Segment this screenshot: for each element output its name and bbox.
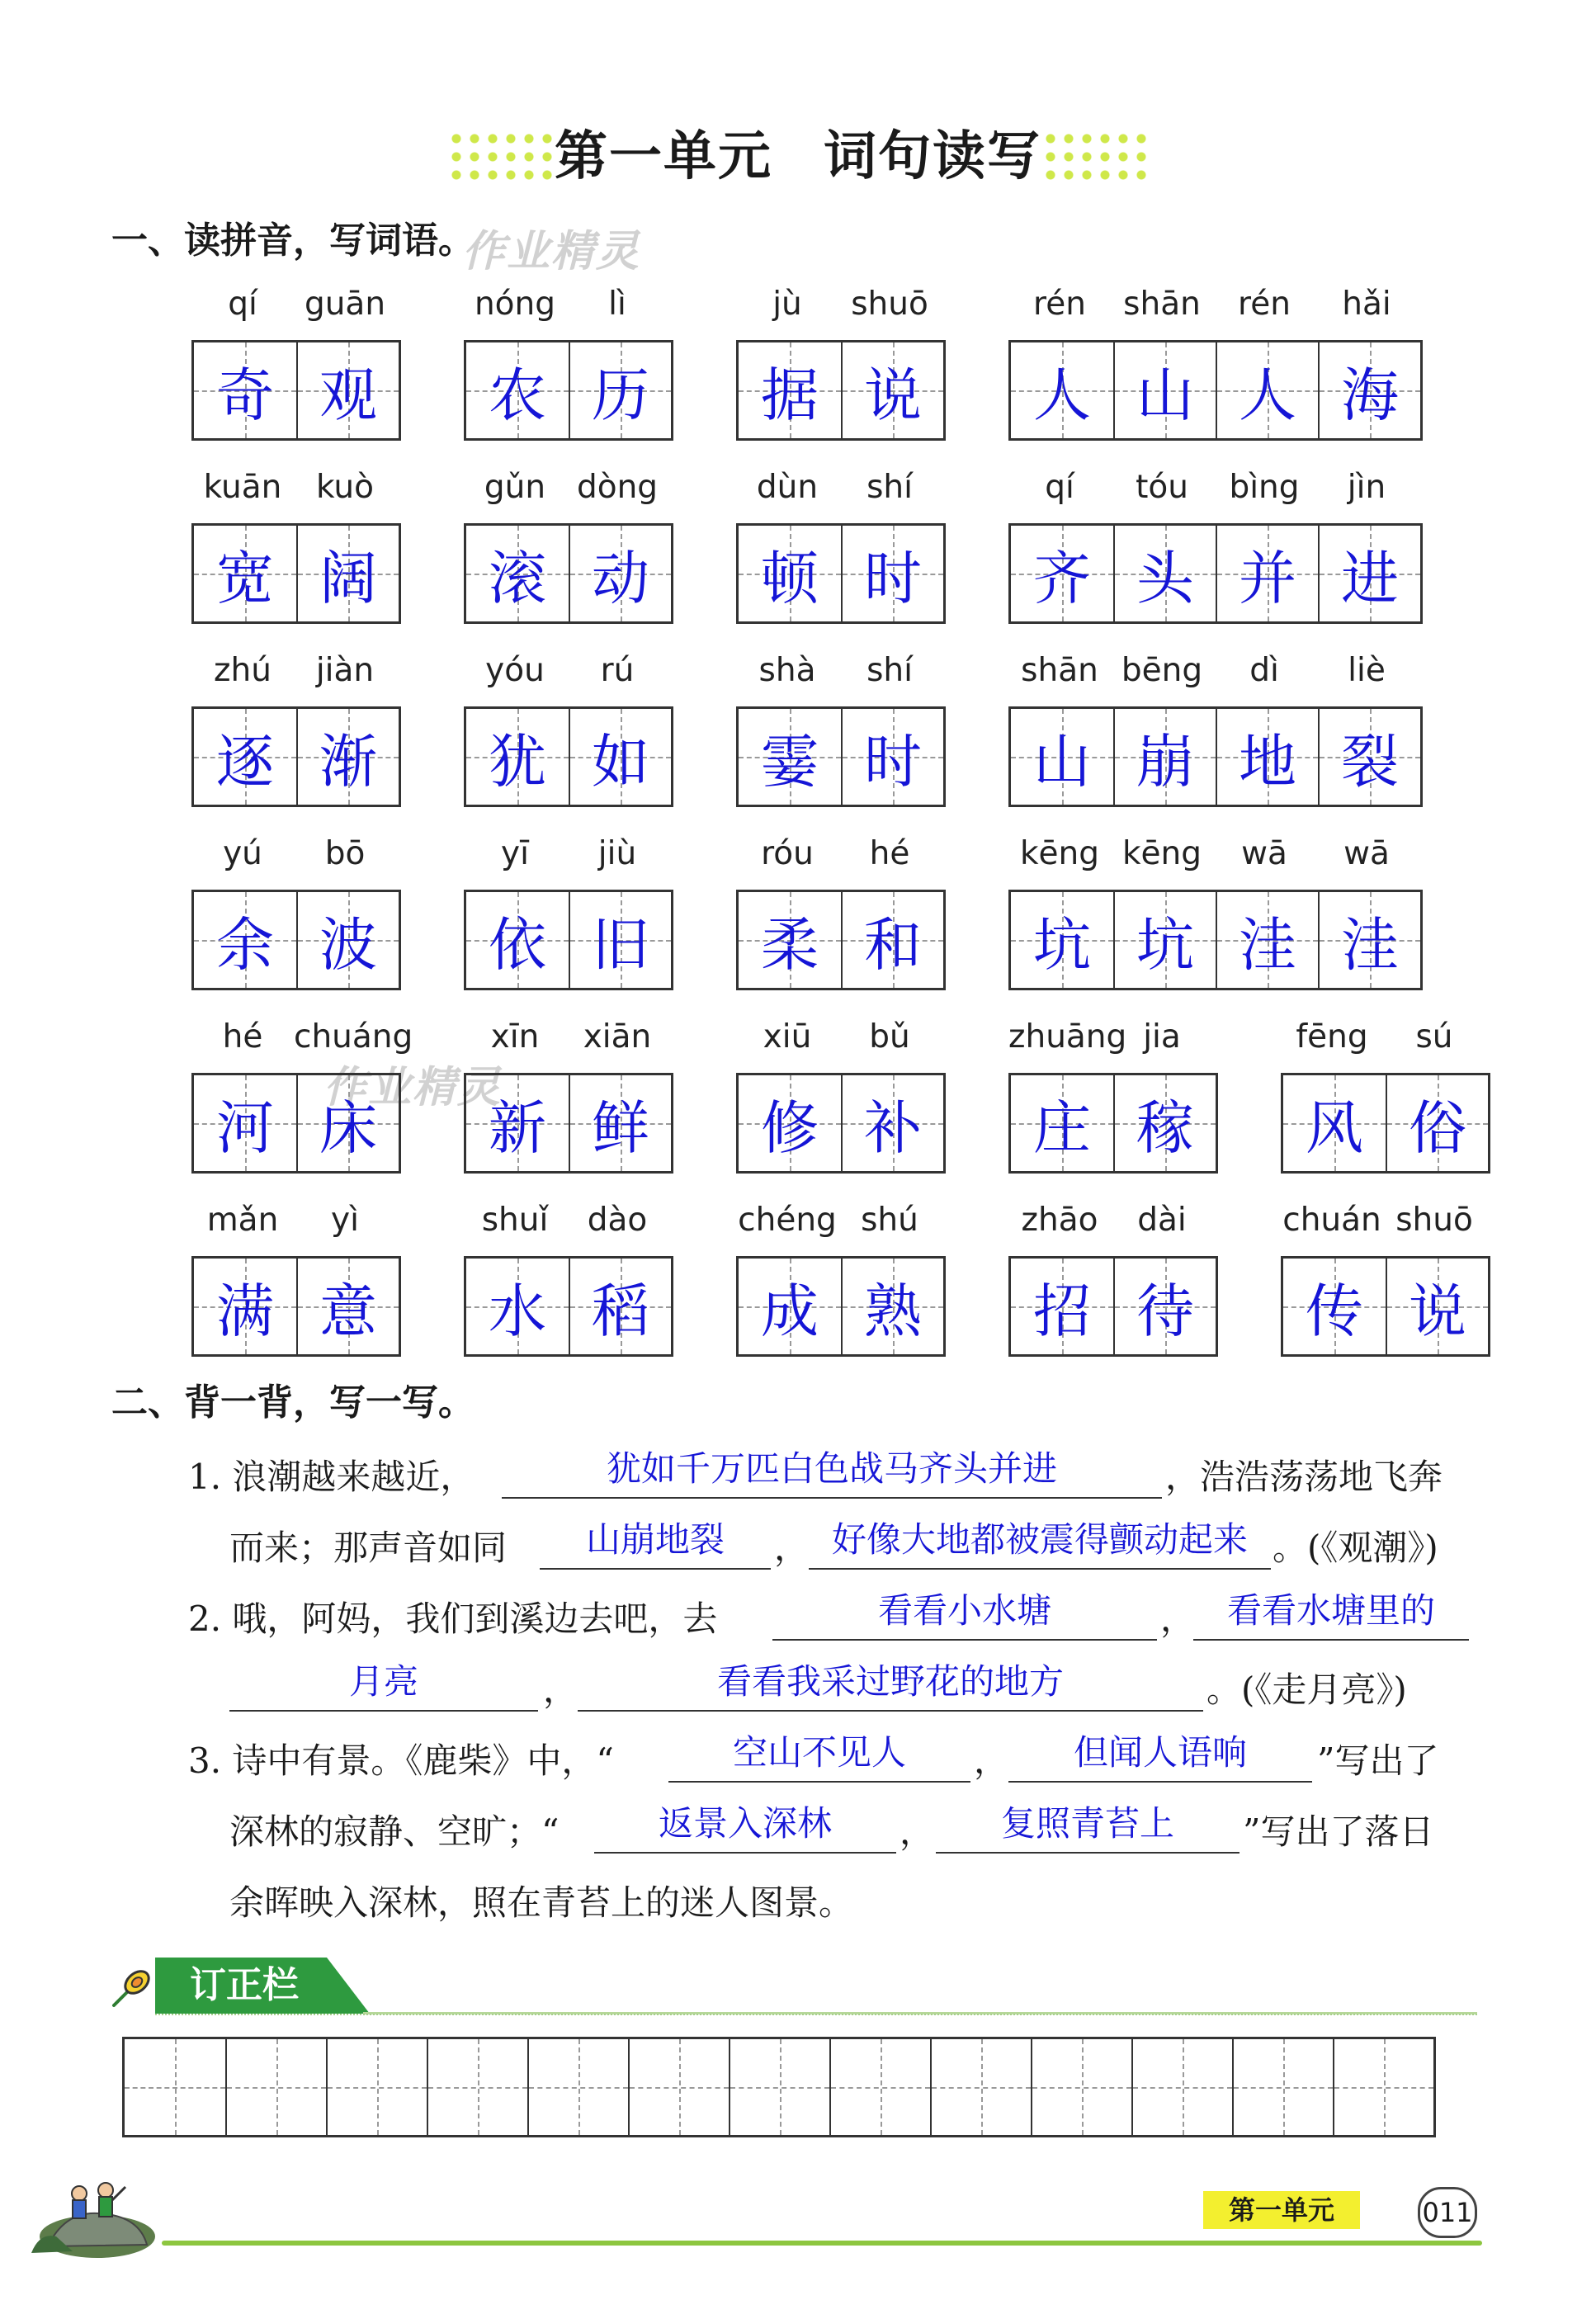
pinyin-group (736, 652, 941, 690)
handwritten-character: 洼 (1341, 910, 1399, 979)
handwritten-character: 时 (864, 544, 922, 612)
handwritten-character: 逐 (216, 727, 274, 796)
correction-cell[interactable] (527, 2039, 628, 2135)
handwritten-character: 稼 (1136, 1093, 1194, 1162)
tianzige-grid[interactable] (464, 340, 673, 441)
handwritten-character: 山 (1033, 727, 1091, 796)
grid-cell[interactable] (1386, 1259, 1488, 1354)
handwritten-character: 熟 (864, 1277, 922, 1345)
pinyin-syllable: rén (1238, 286, 1291, 323)
tianzige-grid[interactable] (1008, 1256, 1218, 1357)
q1-answer-3: 好像大地都被震得颤动起来 (831, 1519, 1248, 1560)
q1-answer-1: 犹如千万匹白色战马齐头并进 (606, 1448, 1057, 1489)
pinyin-group (191, 835, 396, 873)
handwritten-character: 齐 (1033, 544, 1091, 612)
q3-answer-3: 返景入深林 (658, 1803, 832, 1844)
handwritten-character: 宽 (216, 544, 274, 612)
grid-cell[interactable] (1283, 1075, 1386, 1171)
watermark-2: 作业精灵 (323, 1063, 503, 1112)
grid-cell[interactable] (296, 892, 399, 988)
grid-cell[interactable] (1113, 892, 1216, 988)
pinyin-syllable: qí (228, 286, 257, 323)
pinyin-group (736, 286, 941, 324)
q2-text-d: 。(《走月亮》) (1206, 1670, 1407, 1710)
pinyin-syllable: shí (866, 652, 913, 689)
handwritten-character: 据 (761, 361, 819, 429)
handwritten-character: 满 (216, 1277, 274, 1345)
tianzige-grid[interactable] (191, 340, 401, 441)
pinyin-group (1008, 835, 1418, 873)
correction-cell[interactable] (1333, 2039, 1433, 2135)
correction-cell[interactable] (1031, 2039, 1131, 2135)
title-dots-right (1041, 130, 1147, 184)
pinyin-syllable: róu (761, 835, 814, 872)
pinyin-syllable: hé (222, 1018, 263, 1056)
pinyin-group (191, 286, 396, 324)
grid-cell[interactable] (194, 342, 296, 438)
q1-text-b: ，浩浩荡荡地飞奔 (1165, 1457, 1443, 1497)
handwritten-character: 崩 (1136, 727, 1194, 796)
pinyin-group (191, 1018, 413, 1056)
grid-cell[interactable] (194, 526, 296, 621)
grid-cell[interactable] (466, 709, 569, 805)
handwritten-character: 床 (319, 1093, 377, 1162)
handwritten-character: 招 (1033, 1277, 1091, 1345)
grid-cell[interactable] (1113, 526, 1216, 621)
q1-text-a: 1. 浪潮越来越近， (188, 1457, 475, 1497)
grid-cell[interactable] (1011, 1075, 1113, 1171)
pinyin-syllable: yú (223, 835, 262, 872)
pinyin-syllable: hé (869, 835, 910, 872)
pinyin-group (1008, 1018, 1213, 1056)
pushpin-icon (109, 1964, 155, 2010)
grid-cell[interactable] (569, 526, 671, 621)
handwritten-character: 动 (592, 544, 649, 612)
handwritten-character: 鲜 (592, 1093, 649, 1162)
handwritten-character: 霎 (761, 727, 819, 796)
pinyin-group (191, 652, 396, 690)
q2-text-a: 2. 哦，阿妈，我们到溪边去吧，去 (188, 1599, 718, 1639)
grid-cell[interactable] (1011, 526, 1113, 621)
title-topic: 词句读写 (824, 126, 1041, 187)
handwritten-character: 依 (489, 910, 546, 979)
grid-cell[interactable] (569, 709, 671, 805)
pinyin-group (464, 652, 668, 690)
q2-answer-3: 看看我采过野花的地方 (716, 1661, 1064, 1702)
handwritten-character: 头 (1136, 544, 1194, 612)
footer-rule (162, 2241, 1482, 2246)
pinyin-syllable: shān (1123, 286, 1201, 323)
tianzige-grid[interactable] (464, 706, 673, 807)
q3-text-d: 深林的寂静、空旷；“ (229, 1811, 560, 1852)
tianzige-grid[interactable] (1281, 1073, 1490, 1174)
grid-cell[interactable] (569, 892, 671, 988)
pinyin-syllable: bō (324, 835, 366, 872)
grid-cell[interactable] (1113, 1259, 1216, 1354)
handwritten-character: 意 (319, 1277, 377, 1345)
pinyin-syllable: kēng (1019, 835, 1100, 872)
pinyin-syllable: shà (758, 652, 816, 689)
grid-cell[interactable] (841, 709, 943, 805)
handwritten-character: 奇 (216, 361, 274, 429)
q1-answer-2: 山崩地裂 (585, 1519, 725, 1560)
grid-cell[interactable] (569, 1259, 671, 1354)
pinyin-syllable: chéng (738, 1202, 837, 1239)
tianzige-grid[interactable] (1008, 706, 1423, 807)
pinyin-syllable: xīn (490, 1018, 540, 1056)
grid-cell[interactable] (466, 526, 569, 621)
grid-cell[interactable] (841, 342, 943, 438)
pinyin-syllable: shān (1021, 652, 1098, 689)
handwritten-character: 和 (864, 910, 922, 979)
grid-cell[interactable] (1113, 342, 1216, 438)
handwritten-character: 柔 (761, 910, 819, 979)
grid-cell[interactable] (1011, 709, 1113, 805)
q3-text-a: 3. 诗中有景。《鹿柴》中，“ (188, 1740, 614, 1781)
grid-cell[interactable] (739, 1259, 841, 1354)
pinyin-syllable: yóu (485, 652, 545, 689)
q3-text-c: ”写出了 (1317, 1740, 1439, 1781)
handwritten-character: 犹 (489, 727, 546, 796)
tianzige-grid[interactable] (1008, 890, 1423, 990)
q3-text-b: ， (974, 1740, 1009, 1781)
handwritten-character: 待 (1136, 1277, 1194, 1345)
pinyin-group (1008, 286, 1418, 324)
handwritten-character: 洼 (1239, 910, 1296, 979)
pinyin-syllable: shuǐ (481, 1202, 549, 1239)
grid-cell[interactable] (569, 1075, 671, 1171)
pinyin-syllable: rén (1033, 286, 1086, 323)
pinyin-syllable: jiù (597, 835, 637, 872)
pinyin-syllable: yì (331, 1202, 359, 1239)
pinyin-syllable: jia (1143, 1018, 1181, 1056)
tianzige-grid[interactable] (191, 1256, 401, 1357)
tianzige-grid[interactable] (736, 1256, 946, 1357)
pinyin-syllable: xiū (763, 1018, 812, 1056)
correction-cell[interactable] (427, 2039, 527, 2135)
pinyin-syllable: bǔ (869, 1018, 910, 1056)
tianzige-grid[interactable] (736, 1073, 946, 1174)
handwritten-character: 如 (592, 727, 649, 796)
grid-cell[interactable] (739, 892, 841, 988)
grid-cell[interactable] (1011, 1259, 1113, 1354)
correction-cell[interactable] (1131, 2039, 1232, 2135)
pinyin-syllable: gǔn (484, 469, 546, 506)
pinyin-syllable: fēng (1296, 1018, 1368, 1056)
pinyin-syllable: yī (501, 835, 529, 872)
pinyin-syllable: kuān (203, 469, 282, 506)
grid-cell[interactable] (739, 1075, 841, 1171)
pinyin-group (1281, 1202, 1485, 1240)
handwritten-character: 进 (1341, 544, 1399, 612)
tianzige-grid[interactable] (191, 1073, 401, 1174)
pinyin-syllable: bēng (1121, 652, 1203, 689)
correction-cell[interactable] (930, 2039, 1031, 2135)
pinyin-syllable: jìn (1347, 469, 1386, 506)
grid-cell[interactable] (194, 1075, 296, 1171)
pinyin-syllable: hǎi (1342, 286, 1391, 323)
handwritten-character: 庄 (1033, 1093, 1091, 1162)
pinyin-group (464, 1018, 668, 1056)
q2-text-c: ， (543, 1670, 578, 1710)
handwritten-character: 观 (319, 361, 377, 429)
title-bar (0, 120, 1596, 194)
watermark: 作业精灵 (462, 227, 641, 276)
handwritten-character: 新 (489, 1093, 546, 1162)
pinyin-group (464, 835, 668, 873)
grid-cell[interactable] (466, 1259, 569, 1354)
tianzige-grid[interactable] (736, 340, 946, 441)
handwritten-character: 稻 (592, 1277, 649, 1345)
handwritten-character: 人 (1033, 361, 1091, 429)
pinyin-syllable: shuō (1395, 1202, 1473, 1239)
grid-cell[interactable] (739, 342, 841, 438)
grid-cell[interactable] (466, 892, 569, 988)
handwritten-character: 人 (1239, 361, 1296, 429)
handwritten-character: 坑 (1033, 910, 1091, 979)
grid-cell[interactable] (194, 1259, 296, 1354)
pinyin-group (736, 1202, 941, 1240)
handwritten-character: 滚 (489, 544, 546, 612)
handwritten-character: 说 (864, 361, 922, 429)
correction-label: 订正栏 (190, 1964, 299, 2006)
tianzige-grid[interactable] (464, 1256, 673, 1357)
pinyin-syllable: xiān (583, 1018, 652, 1056)
pinyin-syllable: dòng (576, 469, 659, 506)
page-title (0, 120, 1596, 194)
pinyin-syllable: zhú (214, 652, 272, 689)
grid-cell[interactable] (1011, 342, 1113, 438)
part1-heading: 一、读拼音，写词语。 (111, 220, 475, 262)
handwritten-character: 波 (319, 910, 377, 979)
pinyin-syllable: lì (608, 286, 626, 323)
pinyin-syllable: dào (587, 1202, 648, 1239)
handwritten-character: 坑 (1136, 910, 1194, 979)
grid-cell[interactable] (1216, 526, 1318, 621)
pinyin-syllable: wā (1343, 835, 1390, 872)
grid-cell[interactable] (841, 526, 943, 621)
grid-cell[interactable] (296, 1259, 399, 1354)
tianzige-grid[interactable] (1008, 523, 1423, 624)
grid-cell[interactable] (739, 526, 841, 621)
q1-text-e: 。(《观潮》) (1273, 1528, 1438, 1568)
q3-answer-4: 复照青苔上 (1000, 1803, 1174, 1844)
title-unit: 第一单元 (555, 126, 772, 187)
handwritten-character: 河 (216, 1093, 274, 1162)
handwritten-character: 裂 (1341, 727, 1399, 796)
pinyin-group (1008, 652, 1418, 690)
grid-cell[interactable] (466, 342, 569, 438)
pinyin-syllable: nóng (474, 286, 556, 323)
grid-cell[interactable] (1386, 1075, 1488, 1171)
pinyin-syllable: shí (866, 469, 913, 506)
page-number: 011 (1418, 2187, 1477, 2238)
pinyin-group (464, 469, 668, 507)
handwritten-character: 渐 (319, 727, 377, 796)
pinyin-syllable: dùn (756, 469, 819, 506)
grid-cell[interactable] (841, 892, 943, 988)
q3-answer-2: 但闻人语响 (1073, 1732, 1247, 1773)
pinyin-group (736, 469, 941, 507)
q3-text-f: ”写出了落日 (1243, 1811, 1434, 1852)
grid-cell[interactable] (296, 1075, 399, 1171)
grid-cell[interactable] (296, 342, 399, 438)
handwritten-character: 时 (864, 727, 922, 796)
handwritten-character: 风 (1306, 1093, 1363, 1162)
grid-cell[interactable] (1113, 709, 1216, 805)
pinyin-group (191, 1202, 396, 1240)
handwritten-character: 补 (864, 1093, 922, 1162)
pinyin-syllable: dài (1137, 1202, 1187, 1239)
q2-text-b: ， (1160, 1599, 1196, 1639)
q2-answer-2b: 月亮 (348, 1661, 418, 1702)
tianzige-grid[interactable] (464, 890, 673, 990)
grid-cell[interactable] (1318, 526, 1420, 621)
handwritten-character: 地 (1239, 727, 1296, 796)
correction-cell[interactable] (729, 2039, 829, 2135)
footer-unit-label: 第一单元 (1203, 2191, 1360, 2229)
pinyin-syllable: liè (1348, 652, 1386, 689)
grid-cell[interactable] (1318, 709, 1420, 805)
grid-cell[interactable] (466, 1075, 569, 1171)
correction-cell[interactable] (326, 2039, 427, 2135)
pinyin-syllable: jù (772, 286, 802, 323)
tianzige-grid[interactable] (1281, 1256, 1490, 1357)
grid-cell[interactable] (1216, 892, 1318, 988)
pinyin-syllable: guān (304, 286, 386, 323)
pinyin-syllable: zhuāng (1008, 1018, 1127, 1056)
q1-text-c: 而来；那声音如同 (229, 1528, 508, 1568)
grid-cell[interactable] (841, 1075, 943, 1171)
grid-cell[interactable] (739, 709, 841, 805)
pinyin-syllable: tóu (1136, 469, 1188, 506)
pinyin-syllable: shú (861, 1202, 918, 1239)
tianzige-grid[interactable] (1008, 1073, 1218, 1174)
handwritten-character: 山 (1136, 361, 1194, 429)
handwritten-character: 旧 (592, 910, 649, 979)
q2-answer-2a: 看看水塘里的 (1226, 1590, 1435, 1631)
handwritten-character: 余 (216, 910, 274, 979)
tianzige-grid[interactable] (736, 706, 946, 807)
handwritten-character: 历 (592, 361, 649, 429)
grid-cell[interactable] (1216, 709, 1318, 805)
grid-cell[interactable] (1283, 1259, 1386, 1354)
handwritten-character: 农 (489, 361, 546, 429)
handwritten-character: 修 (761, 1093, 819, 1162)
pinyin-syllable: zhāo (1021, 1202, 1098, 1239)
correction-cell[interactable] (1232, 2039, 1333, 2135)
correction-grid[interactable] (122, 2037, 1436, 2137)
pinyin-syllable: shuō (851, 286, 928, 323)
handwritten-character: 并 (1239, 544, 1296, 612)
grid-cell[interactable] (1318, 892, 1420, 988)
pinyin-syllable: rú (600, 652, 635, 689)
handwritten-character: 海 (1341, 361, 1399, 429)
pinyin-syllable: dì (1249, 652, 1279, 689)
grid-cell[interactable] (194, 709, 296, 805)
tianzige-grid[interactable] (736, 523, 946, 624)
handwritten-character: 成 (761, 1277, 819, 1345)
handwritten-character: 顿 (761, 544, 819, 612)
pinyin-syllable: wā (1241, 835, 1287, 872)
pinyin-syllable: kēng (1121, 835, 1202, 872)
q3-answer-1: 空山不见人 (732, 1732, 906, 1773)
handwritten-character: 阔 (319, 544, 377, 612)
handwritten-character: 说 (1409, 1277, 1466, 1345)
grid-cell[interactable] (569, 342, 671, 438)
pinyin-group (1008, 1202, 1213, 1240)
q2-answer-1: 看看小水塘 (877, 1590, 1051, 1631)
tianzige-grid[interactable] (1008, 340, 1423, 441)
grid-cell[interactable] (1318, 342, 1420, 438)
part2-heading: 二、背一背，写一写。 (111, 1381, 475, 1424)
grid-cell[interactable] (296, 526, 399, 621)
q3-text-g: 余晖映入深林，照在青苔上的迷人图景。 (229, 1882, 854, 1923)
pinyin-group (736, 835, 941, 873)
pinyin-group (464, 286, 668, 324)
grid-cell[interactable] (1113, 1075, 1216, 1171)
tianzige-grid[interactable] (464, 1073, 673, 1174)
rock-scene-illustration (23, 2154, 155, 2261)
grid-cell[interactable] (296, 709, 399, 805)
tianzige-grid[interactable] (191, 523, 401, 624)
handwritten-character: 传 (1306, 1277, 1363, 1345)
handwritten-character: 俗 (1409, 1093, 1466, 1162)
tianzige-grid[interactable] (191, 706, 401, 807)
pinyin-syllable: kuò (316, 469, 374, 506)
pinyin-group (1008, 469, 1418, 507)
pinyin-group (1281, 1018, 1485, 1056)
grid-cell[interactable] (841, 1259, 943, 1354)
tianzige-grid[interactable] (736, 890, 946, 990)
grid-cell[interactable] (1011, 892, 1113, 988)
correction-cell[interactable] (125, 2039, 225, 2135)
correction-cell[interactable] (829, 2039, 930, 2135)
pinyin-syllable: sú (1415, 1018, 1453, 1056)
pinyin-group (736, 1018, 941, 1056)
handwritten-character: 水 (489, 1277, 546, 1345)
correction-dotted-rule (155, 2014, 1477, 2027)
tianzige-grid[interactable] (464, 523, 673, 624)
pinyin-syllable: chuán (1282, 1202, 1381, 1239)
correction-cell[interactable] (628, 2039, 729, 2135)
correction-cell[interactable] (225, 2039, 326, 2135)
tianzige-grid[interactable] (191, 890, 401, 990)
pinyin-syllable: jiàn (315, 652, 375, 689)
pinyin-syllable: chuáng (294, 1018, 413, 1056)
q1-text-d: ， (774, 1528, 810, 1568)
pinyin-group (191, 469, 396, 507)
pinyin-group (464, 1202, 668, 1240)
pinyin-syllable: bìng (1229, 469, 1300, 506)
grid-cell[interactable] (1216, 342, 1318, 438)
grid-cell[interactable] (194, 892, 296, 988)
q3-text-e: ， (900, 1811, 935, 1852)
pinyin-syllable: qí (1045, 469, 1074, 506)
pinyin-syllable: mǎn (206, 1202, 279, 1239)
